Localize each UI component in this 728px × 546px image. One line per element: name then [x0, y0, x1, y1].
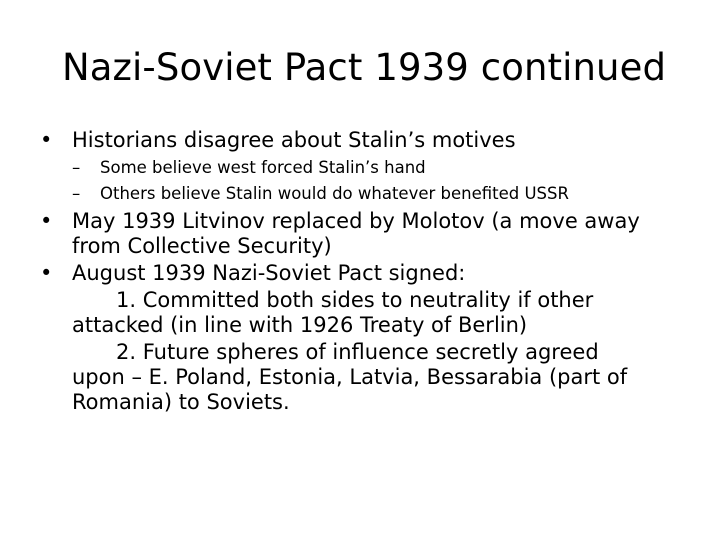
point-2-line-2: upon – E. Poland, Estonia, Latvia, Bessarabia (part of: [72, 365, 628, 389]
sub-bullet-text: Some believe west forced Stalin’s hand: [100, 158, 426, 177]
pact-point-1: [40, 288, 690, 338]
bullet-icon: •: [40, 128, 53, 152]
sub-bullet-text: Others believe Stalin would do whatever benefited USSR: [100, 184, 569, 203]
pact-point-2: [40, 340, 690, 415]
sub-bullet-ussr: [40, 181, 690, 207]
bullet-text-line-2: from Collective Security): [72, 234, 332, 258]
point-2-line-1: 2. Future spheres of influence secretly agreed: [116, 340, 599, 364]
point-2-line-3: Romania) to Soviets.: [72, 390, 290, 414]
point-1-line-1: 1. Committed both sides to neutrality if other: [116, 288, 594, 312]
bullet-pact-signed: [40, 261, 690, 286]
dash-icon: –: [72, 158, 81, 177]
bullet-litvinov: [40, 209, 690, 259]
slide-title: Nazi-Soviet Pact 1939 continued: [61, 46, 667, 89]
point-1-line-2: attacked (in line with 1926 Treaty of Berlin): [72, 313, 528, 337]
slide-body: [40, 128, 690, 415]
bullet-text-line-1: May 1939 Litvinov replaced by Molotov (a move away: [72, 209, 640, 233]
bullet-icon: •: [40, 209, 53, 233]
dash-icon: –: [72, 184, 81, 203]
bullet-historians: [40, 128, 690, 153]
bullet-text: August 1939 Nazi-Soviet Pact signed:: [72, 261, 466, 285]
bullet-text: Historians disagree about Stalin’s motives: [72, 128, 516, 152]
bullet-icon: •: [40, 261, 53, 285]
sub-bullet-west: [40, 155, 690, 181]
